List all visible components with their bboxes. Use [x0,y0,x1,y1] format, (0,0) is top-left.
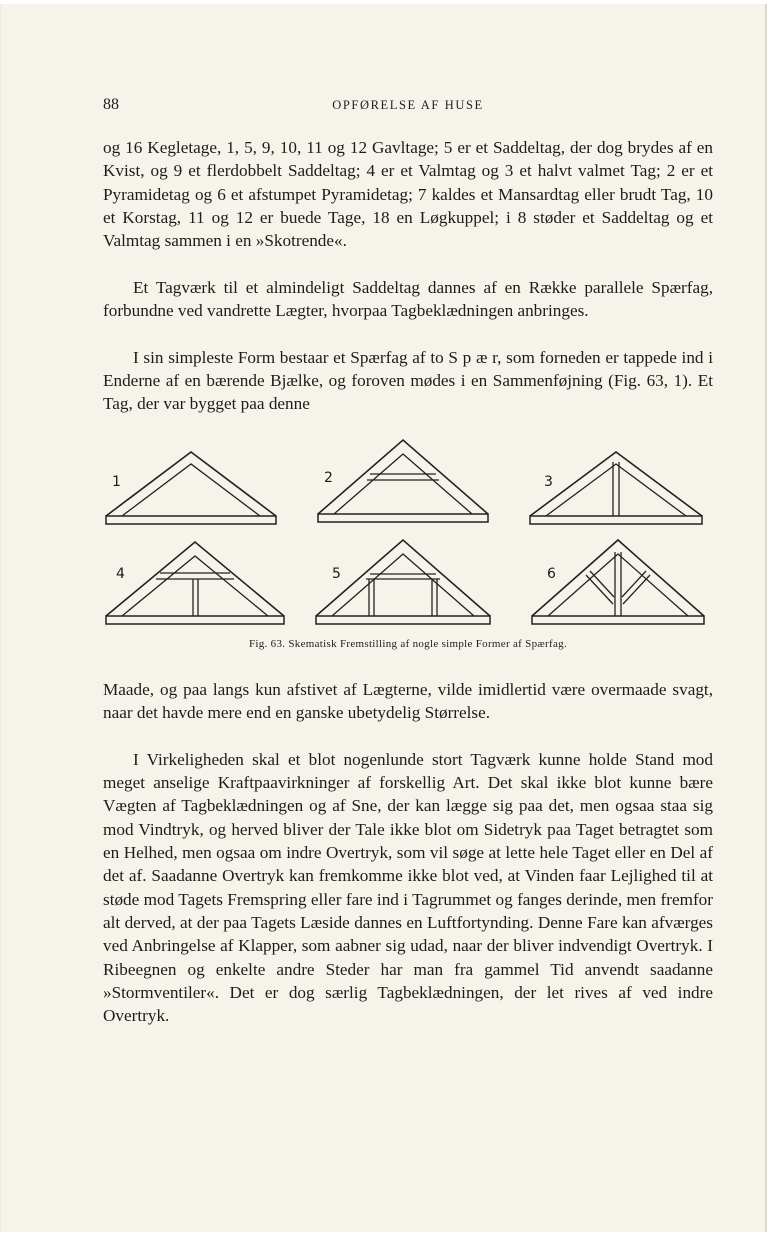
rafter-diagram-4 [106,542,284,624]
rafter-diagram-2 [318,440,488,522]
figure-label-1: 1 [112,474,121,490]
running-head: OPFØRELSE AF HUSE [332,98,484,112]
rafter-diagram-1 [106,452,276,524]
paragraph-forces: I Virkeligheden skal et blot nogenlunde stort Tagværk kunne holde Stand mod meget anselige Kraftpaavirkninger af forskellig Art. Det skal ikke blot kunne bære Vægten af Tagbeklædningen og af Sne, der kan lægge sig paa det, men ogsaa staa sig mod Vindtryk, og herved bliver der Tale ikke blot om Sidetryk paa Taget betragtet som en Helhed, men ogsaa om indre Overtryk, som vil søge at lette hele Taget eller en Del af det af. Saadanne Overtryk kan fremkomme ikke blot ved, at Vinden faar Lejlighed til at støde mod Tagets Fremspring eller fare ind i Tagrummet og fanges derinde, men fremfor alt derved, at der paa Tagets Læside dannes en Luftfortynding. Denne Fare kan afværges ved Anbringelse af Klapper, som aabner sig udad, naar der bliver indvendigt Overtryk. I Ribeegnen og enkelte andre Steder har man fra gammel Tid anvendt saadanne »Stormventiler«. Det er dog særlig Tagbeklædningen, der let rives af ved indre Overtryk. [103,749,713,1026]
figure-label-3: 3 [544,474,553,490]
rafter-diagram-6 [532,540,704,624]
page-header [103,96,713,118]
figure-label-5: 5 [332,566,341,582]
rafter-diagram-3 [530,452,702,524]
paragraph-weak-roof: Maade, og paa langs kun afstivet af Lægterne, vilde imidlertid være overmaade svagt, naar det havde mere end en ganske ubetydelig Størrelse. [103,680,713,723]
page-number: 88 [103,96,119,113]
figure-label-6: 6 [547,566,556,582]
rafter-diagram-5 [316,540,490,624]
paragraph-simplest-form: I sin simpleste Form bestaar et Spærfag af to S p æ r, som forneden er tappede ind i Enderne af en bærende Bjælke, og foroven mødes i en Sammenføjning (Fig. 63, 1). Et Tag, der var bygget paa denne [103,347,713,414]
rafter-diagrams [100,436,712,634]
figure-label-2: 2 [324,470,333,486]
paragraph-roof-types: og 16 Kegletage, 1, 5, 9, 10, 11 og 12 Gavltage; 5 er et Saddeltag, der dog brydes af en Kvist, og 9 et flerdobbelt Saddeltag; 4 er et Valmtag og 3 et halvt valmet Tag; 2 er et Pyramidetag og 6 et afstumpet Pyramidetag; 7 kaldes et Mansardtag eller brudt Tag, 10 et Korstag, 11 og 12 er buede Tage, 18 en Løgkuppel; i 8 støder et Saddeltag og et Valmtag sammen i en »Skotrende«. [103,138,713,251]
figure-label-4: 4 [116,566,125,582]
figure-63 [100,436,712,634]
paragraph-rafter-truss: Et Tagværk til et almindeligt Saddeltag dannes af en Række parallele Spærfag, forbundne ved vandrette Lægter, hvorpaa Tagbeklædningen anbringes. [103,277,713,321]
figure-caption: Fig. 63. Skematisk Fremstilling af nogle simple Former af Spærfag. [249,638,567,650]
